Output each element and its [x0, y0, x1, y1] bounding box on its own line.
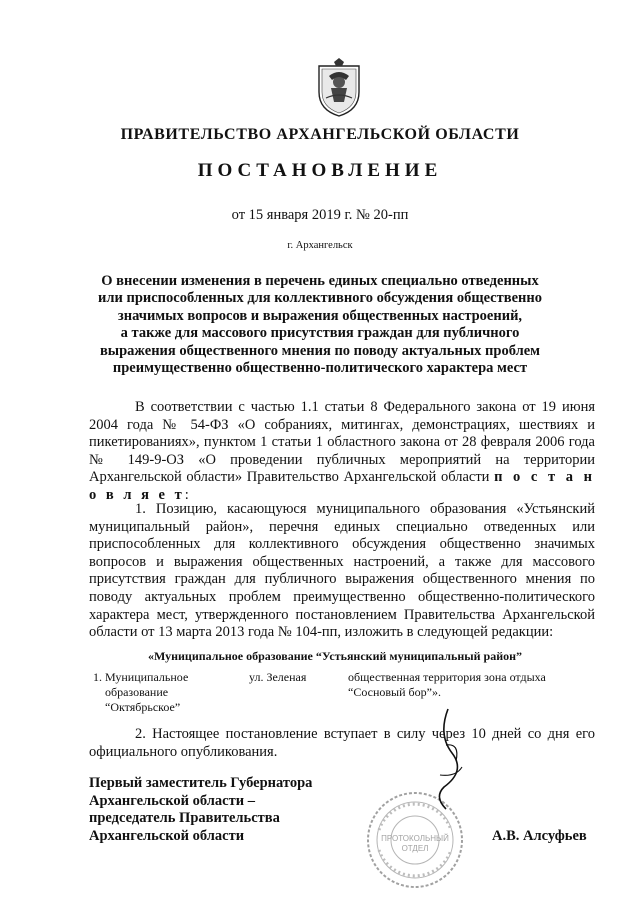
stamp-text: ОТДЕЛ: [401, 844, 429, 853]
table-cell-line: образование: [93, 685, 169, 699]
signatory-title-line: председатель Правительства: [89, 810, 280, 827]
signatory-title-line: Первый заместитель Губернатора: [89, 775, 313, 791]
intro-paragraph: [89, 399, 595, 505]
intro-text: В соответствии с частью 1.1 статьи 8 Федерального закона от 19 июня 2004 года № 54-ФЗ «О собраниях, митингах, демонстрациях, шествиях и пикетированиях», пунктом 1 статьи 1 областного закона от 28 февраля 2006 года № 149-9-ОЗ «О проведении публичных мероприятий на территории Архангельской области» Правительство Архангельской области: [89, 399, 595, 486]
title-line: а также для массового присутствия граждан для публичного: [120, 325, 520, 342]
decree-colon: :: [184, 486, 189, 503]
signatory-title: [89, 775, 312, 845]
table-cell-street: [249, 670, 344, 685]
table-cell-line: ул. Зеленая: [249, 670, 307, 684]
table-cell-line: общественная территория зона отдыха: [348, 670, 546, 684]
item-2-paragraph: 2. Настоящее постановление вступает в силу через 10 дней со дня его официального опубликования.: [89, 726, 595, 760]
table-cell-place: [348, 670, 598, 700]
table-cell-municipality: [93, 670, 243, 715]
signatory-title-line: Архангельской области –: [89, 792, 255, 809]
document-date: от 15 января 2019 г. № 20-пп: [231, 207, 409, 223]
document-city: г. Архангельск: [287, 240, 353, 251]
document-type: ПОСТАНОВЛЕНИЕ: [197, 160, 443, 181]
new-edition-heading: «Муниципальное образование “Устьянский муниципальный район”: [147, 649, 523, 663]
title-line: или приспособленных для коллективного обсуждения общественно: [98, 290, 542, 307]
title-line: преимущественно общественно-политического характера мест: [112, 360, 528, 377]
government-name: ПРАВИТЕЛЬСТВО АРХАНГЕЛЬСКОЙ ОБЛАСТИ: [120, 126, 520, 143]
title-line: выражения общественного мнения по поводу актуальных проблем: [99, 342, 541, 359]
stamp-text: ПРОТОКОЛЬНЫЙ: [381, 834, 449, 843]
document-title: [70, 273, 570, 377]
title-line: О внесении изменения в перечень единых специально отведенных: [101, 273, 539, 289]
coat-of-arms-emblem-icon: [314, 58, 364, 118]
table-cell-line: “Сосновый бор”».: [348, 685, 441, 699]
decree-word: п о с т а н о в л я е т: [89, 469, 595, 503]
table-cell-line: 1. Муниципальное: [93, 670, 189, 684]
item-1-paragraph: 1. Позицию, касающуюся муниципального образования «Устьянский муниципальный район», перечня единых специально отведенных или приспособленных для коллективного обсуждения общественно значимых вопросов и выражения общественных настроений, а также для массового присутствия граждан для публичного выражения общественного мнения по поводу актуальных проблем преимущественно общественно-политического характера мест, утвержденного постановлением Правительства Архангельской области от 13 марта 2013 года № 104-пп, изложить в следующей редакции:: [89, 501, 595, 641]
table-cell-line: “Октябрьское”: [93, 700, 181, 714]
title-line: значимых вопросов и выражения общественных настроений,: [117, 307, 523, 324]
handwritten-signature-icon: [426, 705, 476, 815]
signatory-name: А.В. Алсуфьев: [492, 828, 587, 844]
signatory-title-line: Архангельской области: [89, 827, 245, 844]
